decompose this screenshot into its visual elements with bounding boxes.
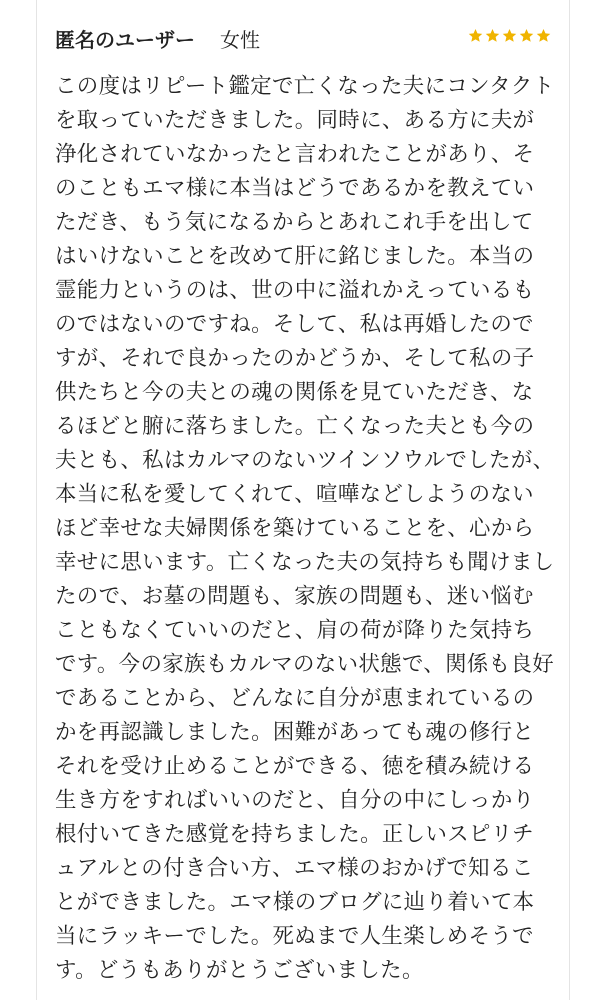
review-header	[55, 18, 551, 56]
card-right-border	[569, 0, 570, 1000]
star-icon	[519, 28, 534, 43]
reviewer-name: 匿名のユーザー	[55, 28, 195, 52]
reviewer-gender: 女性	[220, 28, 260, 52]
star-icon	[468, 28, 483, 43]
star-icon	[536, 28, 551, 43]
review-text: この度はリピート鑑定で亡くなった夫にコンタクトを取っていただきました。同時に、ある方に夫が浄化されていなかったと言われたことがあり、そのこともエマ様に本当はどうであるかを教えていただき、もう気になるからとあれこれ手を出してはいけないことを改めて肝に銘じました。本当の霊能力というのは、世の中に溢れかえっているものではないのですね。そして、私は再婚したのですが、それで良かったのかどうか、そして私の子供たちと今の夫との魂の関係を見ていただき、なるほどと腑に落ちました。亡くなった夫とも今の夫とも、私はカルマのないツインソウルでしたが、本当に私を愛してくれて、喧嘩などしようのないほど幸せな夫婦関係を築けていることを、心から幸せに思います。亡くなった夫の気持ちも聞けましたので、お墓の問題も、家族の問題も、迷い悩むこともなくていいのだと、肩の荷が降りた気持ちです。今の家族もカルマのない状態で、関係も良好であることから、どんなに自分が恵まれているのかを再認識しました。困難があっても魂の修行とそれを受け止めることができる、徳を積み続ける生き方をすればいいのだと、自分の中にしっかり根付いてきた感覚を持ちました。正しいスピリチュアルとの付き合い方、エマ様のおかげで知ることができました。エマ様のブログに辿り着いて本当にラッキーでした。死ぬまで人生楽しめそうです。どうもありがとうございました。	[55, 74, 555, 983]
card-left-border	[36, 0, 37, 1000]
rating-stars	[468, 28, 551, 43]
star-icon	[502, 28, 517, 43]
star-icon	[485, 28, 500, 43]
